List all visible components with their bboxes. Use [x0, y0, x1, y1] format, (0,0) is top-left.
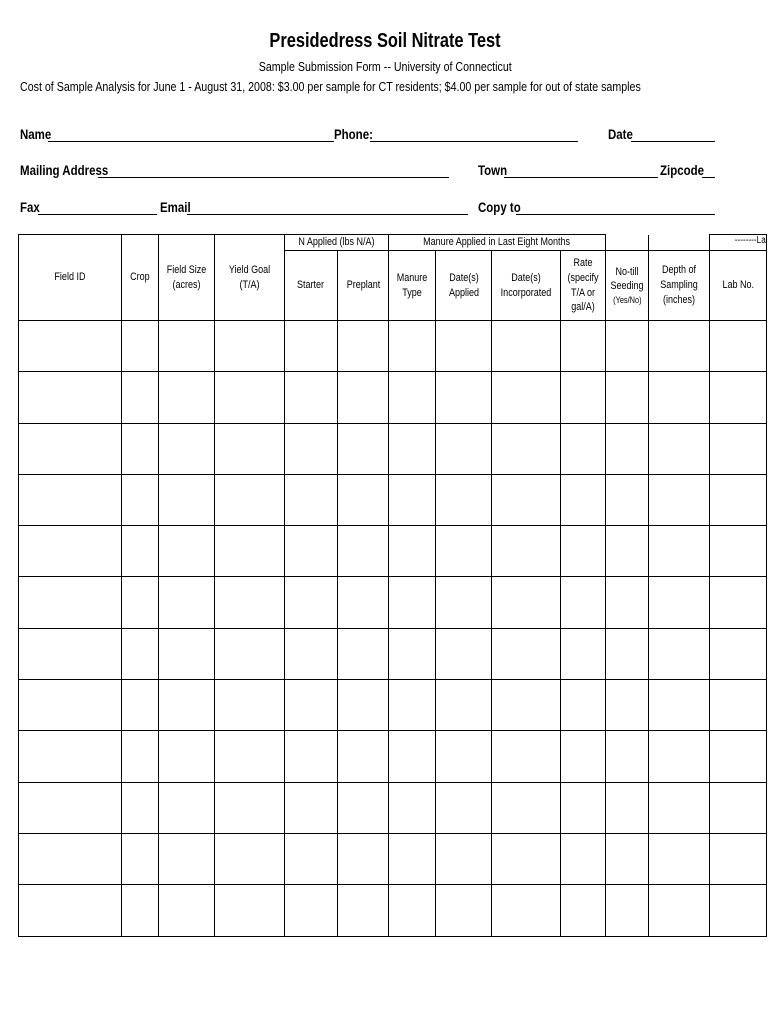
table-cell[interactable] [215, 885, 285, 936]
date-label: Date [608, 126, 633, 142]
table-cell[interactable] [492, 885, 561, 936]
table-cell[interactable] [606, 372, 649, 423]
table-cell[interactable] [19, 833, 122, 884]
table-cell[interactable] [389, 526, 436, 577]
table-cell[interactable] [338, 474, 389, 525]
col-dates-applied: Date(s) Applied [436, 251, 492, 321]
table-cell[interactable] [338, 731, 389, 782]
table-cell[interactable] [561, 680, 606, 731]
table-cell[interactable] [215, 628, 285, 679]
table-row [19, 833, 767, 884]
table-cell[interactable] [389, 833, 436, 884]
town-field[interactable] [504, 177, 658, 178]
table-cell[interactable] [215, 474, 285, 525]
table-cell[interactable] [436, 577, 492, 628]
col-yield-goal: Yield Goal (T/A) [215, 235, 285, 321]
table-cell[interactable] [606, 628, 649, 679]
fax-label: Fax [20, 199, 40, 215]
table-cell[interactable] [19, 577, 122, 628]
table-cell[interactable] [492, 372, 561, 423]
table-cell[interactable] [122, 885, 159, 936]
col-manure-type: Manure Type [389, 251, 436, 321]
table-cell[interactable] [19, 423, 122, 474]
table-row [19, 423, 767, 474]
phone-field[interactable] [370, 141, 578, 142]
table-cell[interactable] [159, 526, 215, 577]
table-cell[interactable] [122, 833, 159, 884]
table-cell[interactable] [122, 423, 159, 474]
table-cell[interactable] [215, 423, 285, 474]
table-cell[interactable] [338, 680, 389, 731]
table-cell[interactable] [285, 474, 338, 525]
table-cell[interactable] [19, 321, 122, 372]
table-cell[interactable] [649, 372, 710, 423]
table-cell[interactable] [436, 782, 492, 833]
table-cell[interactable] [338, 577, 389, 628]
col-depth: Depth of Sampling (inches) [649, 251, 710, 321]
table-cell[interactable] [492, 782, 561, 833]
table-cell[interactable] [649, 577, 710, 628]
table-cell[interactable] [561, 474, 606, 525]
table-cell[interactable] [710, 423, 767, 474]
table-cell[interactable] [285, 526, 338, 577]
table-cell[interactable] [492, 731, 561, 782]
table-cell[interactable] [389, 885, 436, 936]
table-cell[interactable] [561, 885, 606, 936]
col-starter: Starter [285, 251, 338, 321]
table-cell[interactable] [436, 321, 492, 372]
form-title: Presidedress Soil Nitrate Test [269, 30, 501, 52]
table-cell[interactable] [389, 680, 436, 731]
table-cell[interactable] [492, 321, 561, 372]
col-lab-no: Lab No. [710, 251, 767, 321]
table-cell[interactable] [492, 526, 561, 577]
table-cell[interactable] [492, 577, 561, 628]
table-cell[interactable] [19, 782, 122, 833]
group-n-applied: N Applied (lbs N/A) [285, 235, 389, 251]
table-cell[interactable] [606, 423, 649, 474]
table-cell[interactable] [710, 782, 767, 833]
zipcode-label: Zipcode [660, 162, 705, 178]
table-cell[interactable] [122, 474, 159, 525]
table-cell[interactable] [19, 680, 122, 731]
table-cell[interactable] [649, 885, 710, 936]
table-cell[interactable] [561, 833, 606, 884]
table-row [19, 372, 767, 423]
table-row [19, 885, 767, 936]
table-cell[interactable] [122, 372, 159, 423]
col-dates-incorporated: Date(s) Incorporated [492, 251, 561, 321]
table-cell[interactable] [710, 321, 767, 372]
group-manure-applied: Manure Applied in Last Eight Months [389, 235, 606, 251]
table-cell[interactable] [159, 423, 215, 474]
table-cell[interactable] [710, 628, 767, 679]
name-label: Name [20, 126, 52, 142]
copy-to-field[interactable] [516, 214, 715, 215]
table-cell[interactable] [285, 680, 338, 731]
table-cell[interactable] [606, 526, 649, 577]
table-cell[interactable] [159, 833, 215, 884]
table-cell[interactable] [338, 423, 389, 474]
header-spacer [649, 235, 710, 251]
name-field[interactable] [48, 141, 334, 142]
col-notill: No-till Seeding (Yes/No) [606, 251, 649, 321]
table-cell[interactable] [606, 577, 649, 628]
table-cell[interactable] [285, 628, 338, 679]
table-cell[interactable] [436, 526, 492, 577]
table-cell[interactable] [159, 680, 215, 731]
table-cell[interactable] [215, 680, 285, 731]
table-cell[interactable] [389, 321, 436, 372]
table-cell[interactable] [338, 782, 389, 833]
form-subtitle: Sample Submission Form -- University of Connecticut [258, 59, 512, 74]
table-cell[interactable] [159, 321, 215, 372]
table-cell[interactable] [710, 474, 767, 525]
table-cell[interactable] [285, 782, 338, 833]
table-cell[interactable] [285, 885, 338, 936]
table-cell[interactable] [159, 372, 215, 423]
table-cell[interactable] [492, 833, 561, 884]
table-cell[interactable] [606, 680, 649, 731]
table-cell[interactable] [159, 782, 215, 833]
table-row [19, 577, 767, 628]
sample-table [18, 234, 767, 937]
table-cell[interactable] [649, 731, 710, 782]
table-cell[interactable] [436, 423, 492, 474]
table-cell[interactable] [649, 526, 710, 577]
table-cell[interactable] [19, 628, 122, 679]
table-cell[interactable] [710, 526, 767, 577]
table-cell[interactable] [436, 731, 492, 782]
table-cell[interactable] [710, 680, 767, 731]
table-cell[interactable] [436, 372, 492, 423]
col-preplant: Preplant [338, 251, 389, 321]
table-cell[interactable] [389, 628, 436, 679]
table-cell[interactable] [338, 321, 389, 372]
table-row [19, 474, 767, 525]
table-cell[interactable] [338, 372, 389, 423]
table-cell[interactable] [710, 833, 767, 884]
col-rate: Rate (specify T/A or gal/A) [561, 251, 606, 321]
table-cell[interactable] [19, 885, 122, 936]
table-cell[interactable] [122, 680, 159, 731]
table-cell[interactable] [492, 423, 561, 474]
table-cell[interactable] [159, 577, 215, 628]
table-cell[interactable] [561, 731, 606, 782]
table-cell[interactable] [710, 731, 767, 782]
table-cell[interactable] [215, 321, 285, 372]
table-cell[interactable] [606, 833, 649, 884]
table-cell[interactable] [19, 372, 122, 423]
table-cell[interactable] [122, 731, 159, 782]
table-cell[interactable] [649, 680, 710, 731]
table-row [19, 731, 767, 782]
table-cell[interactable] [215, 731, 285, 782]
table-row [19, 782, 767, 833]
table-cell[interactable] [710, 577, 767, 628]
table-cell[interactable] [436, 628, 492, 679]
table-cell[interactable] [710, 885, 767, 936]
table-cell[interactable] [122, 577, 159, 628]
table-cell[interactable] [19, 731, 122, 782]
table-cell[interactable] [389, 577, 436, 628]
mailing-address-label: Mailing Address [20, 162, 109, 178]
table-row [19, 526, 767, 577]
group-lab-cut: --------La [710, 235, 767, 251]
email-label: Email [160, 199, 191, 215]
header-spacer [606, 235, 649, 251]
table-cell[interactable] [561, 372, 606, 423]
table-cell[interactable] [492, 474, 561, 525]
table-cell[interactable] [159, 628, 215, 679]
table-cell[interactable] [215, 577, 285, 628]
table-cell[interactable] [122, 782, 159, 833]
table-cell[interactable] [561, 628, 606, 679]
table-cell[interactable] [436, 680, 492, 731]
table-cell[interactable] [338, 628, 389, 679]
table-cell[interactable] [649, 423, 710, 474]
table-cell[interactable] [649, 782, 710, 833]
mailing-address-field[interactable] [98, 177, 449, 178]
table-cell[interactable] [492, 680, 561, 731]
table-cell[interactable] [436, 885, 492, 936]
table-cell[interactable] [19, 474, 122, 525]
table-cell[interactable] [561, 423, 606, 474]
table-cell[interactable] [215, 526, 285, 577]
table-cell[interactable] [285, 577, 338, 628]
table-cell[interactable] [649, 833, 710, 884]
table-cell[interactable] [122, 321, 159, 372]
table-cell[interactable] [436, 474, 492, 525]
table-cell[interactable] [561, 526, 606, 577]
table-cell[interactable] [215, 372, 285, 423]
table-cell[interactable] [389, 782, 436, 833]
table-row [19, 628, 767, 679]
date-field[interactable] [631, 141, 715, 142]
fax-field[interactable] [38, 214, 157, 215]
col-field-id: Field ID [19, 235, 122, 321]
table-cell[interactable] [285, 321, 338, 372]
table-cell[interactable] [285, 833, 338, 884]
cost-line: Cost of Sample Analysis for June 1 - August 31, 2008: $3.00 per sample for CT residents; $4.00 per sample for out of state samples [20, 79, 641, 94]
zipcode-field[interactable] [702, 177, 715, 178]
table-cell[interactable] [159, 474, 215, 525]
table-cell[interactable] [215, 782, 285, 833]
col-crop: Crop [122, 235, 159, 321]
table-cell[interactable] [215, 833, 285, 884]
table-cell[interactable] [19, 526, 122, 577]
table-cell[interactable] [338, 526, 389, 577]
town-label: Town [478, 162, 508, 178]
table-cell[interactable] [285, 423, 338, 474]
table-cell[interactable] [389, 423, 436, 474]
table-cell[interactable] [649, 628, 710, 679]
table-cell[interactable] [338, 885, 389, 936]
table-cell[interactable] [389, 372, 436, 423]
table-cell[interactable] [122, 628, 159, 679]
table-cell[interactable] [561, 321, 606, 372]
table-row [19, 321, 767, 372]
table-cell[interactable] [606, 731, 649, 782]
table-cell[interactable] [159, 731, 215, 782]
phone-label: Phone: [334, 126, 373, 142]
table-cell[interactable] [710, 372, 767, 423]
table-cell[interactable] [649, 321, 710, 372]
table-cell[interactable] [606, 885, 649, 936]
table-cell[interactable] [285, 731, 338, 782]
table-cell[interactable] [285, 372, 338, 423]
table-cell[interactable] [436, 833, 492, 884]
table-cell[interactable] [338, 833, 389, 884]
table-cell[interactable] [389, 474, 436, 525]
table-row [19, 680, 767, 731]
table-cell[interactable] [389, 731, 436, 782]
email-field[interactable] [187, 214, 468, 215]
table-cell[interactable] [606, 782, 649, 833]
table-cell[interactable] [159, 885, 215, 936]
table-cell[interactable] [606, 321, 649, 372]
table-cell[interactable] [561, 577, 606, 628]
col-field-size: Field Size (acres) [159, 235, 215, 321]
table-cell[interactable] [122, 526, 159, 577]
table-cell[interactable] [649, 474, 710, 525]
copy-to-label: Copy to [478, 199, 521, 215]
table-cell[interactable] [561, 782, 606, 833]
table-cell[interactable] [606, 474, 649, 525]
table-cell[interactable] [492, 628, 561, 679]
